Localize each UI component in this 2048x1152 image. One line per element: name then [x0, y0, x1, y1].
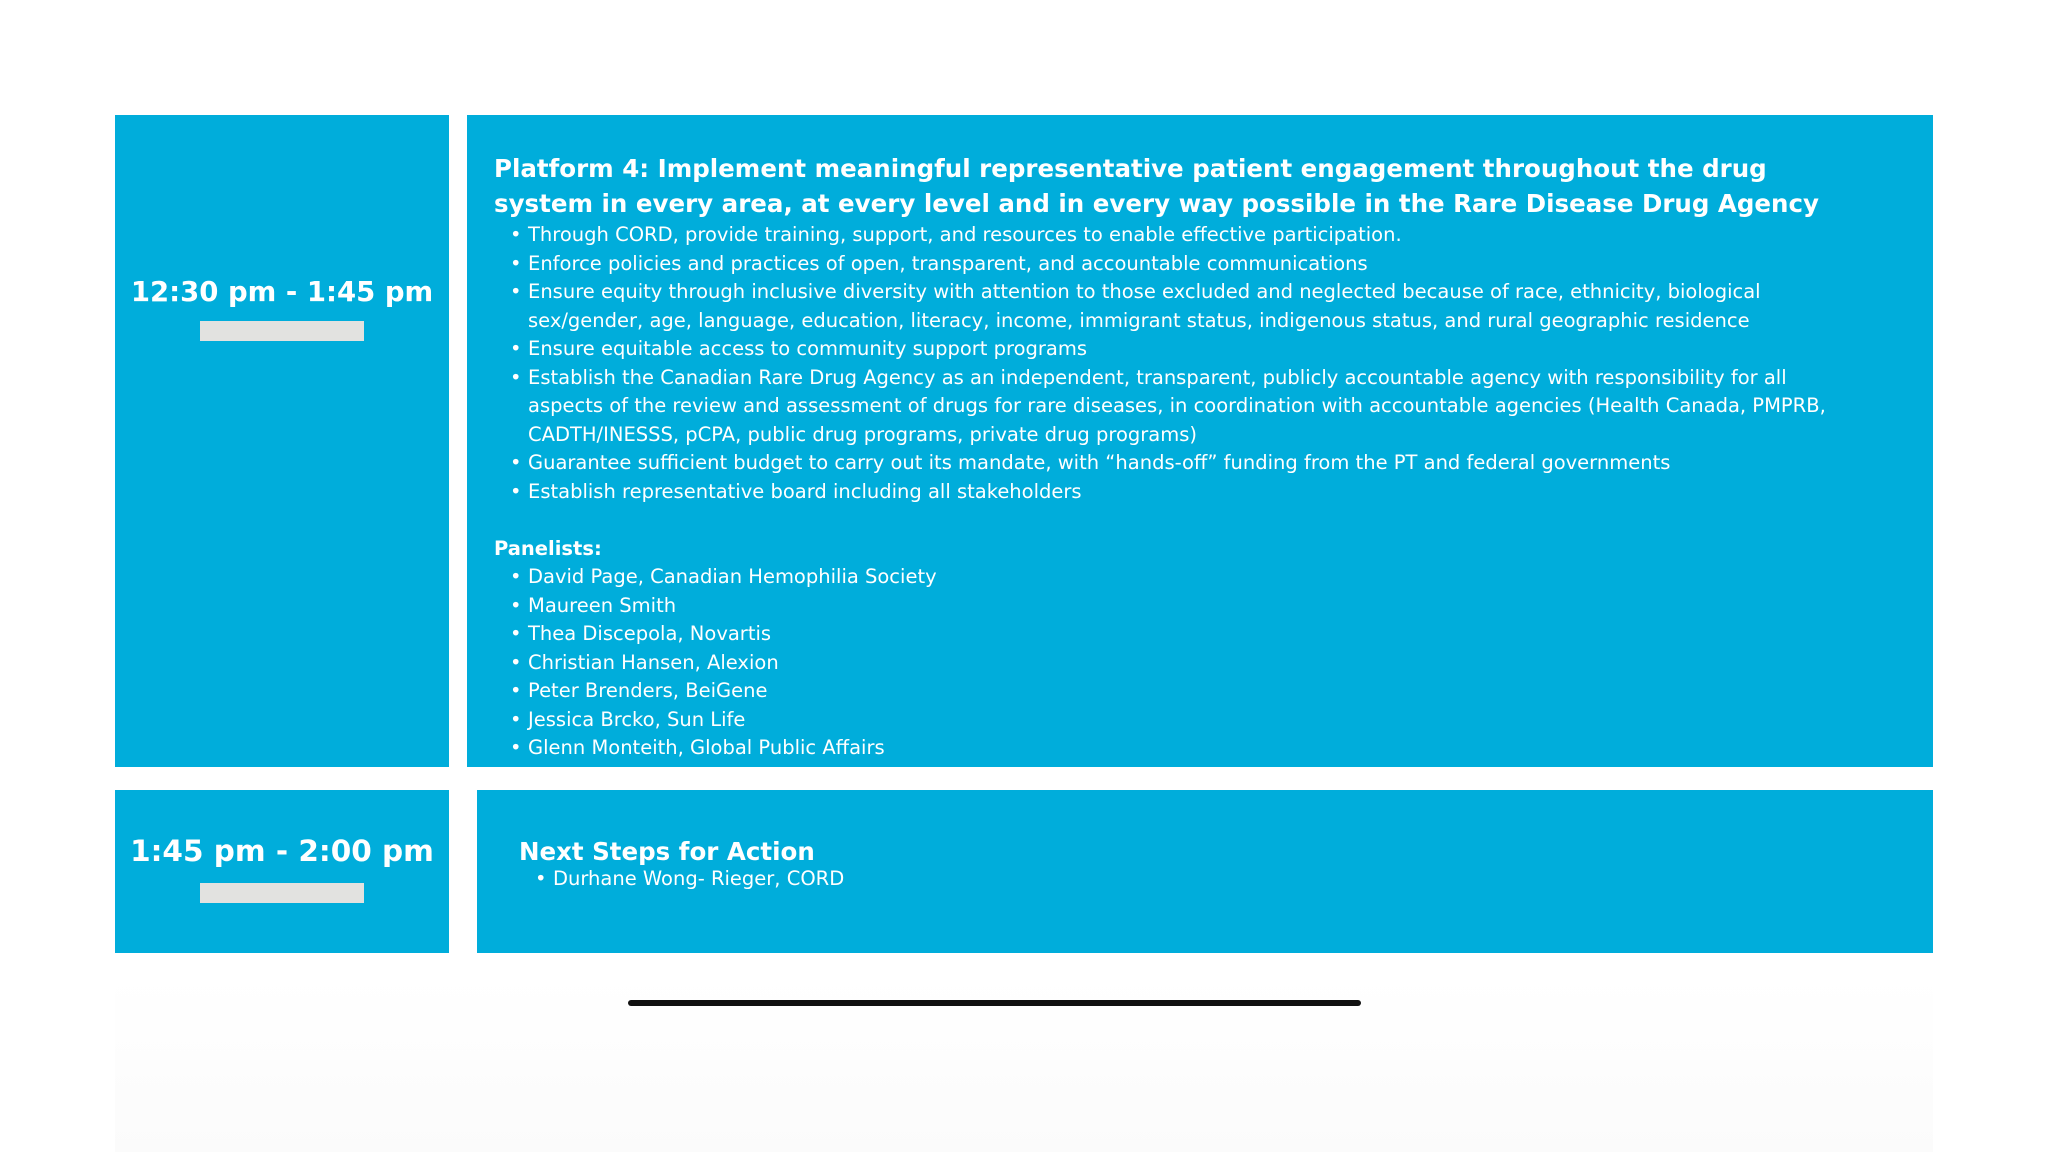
session-2-time-panel: [115, 790, 449, 953]
list-item: • Ensure equity through inclusive diversity with attention to those excluded and neglected because of race, ethnicity, biological sex/gender, age, language, education, literacy, income, immigrant status, indigenous status, and rural geographic residence: [494, 278, 1853, 335]
panelist-item: • Christian Hansen, Alexion: [494, 649, 1853, 678]
list-item: • Ensure equitable access to community support programs: [494, 335, 1853, 364]
home-indicator-bar[interactable]: [628, 1000, 1361, 1006]
session-2-title: Next Steps for Action: [519, 837, 815, 866]
session-1-time-panel: [115, 115, 449, 767]
panelists-heading: Panelists:: [494, 536, 602, 560]
panelist-item: • David Page, Canadian Hemophilia Society: [494, 563, 1853, 592]
list-item: • Establish representative board including all stakeholders: [494, 478, 1853, 507]
list-item: • Through CORD, provide training, support, and resources to enable effective participation.: [494, 221, 1853, 250]
session-1-details-panel: [467, 115, 1933, 767]
list-item: • Establish the Canadian Rare Drug Agency as an independent, transparent, publicly accountable agency with responsibility for all aspects of the review and assessment of drugs for rare diseases, in coordination with accountable agencies (Health Canada, PMPRB, CADTH/INESSS, pCPA, public drug programs, private drug programs): [494, 364, 1853, 450]
list-item: • Guarantee sufficient budget to carry out its mandate, with “hands-off” funding from the PT and federal governments: [494, 449, 1853, 478]
session-2-details-panel: [477, 790, 1933, 953]
panelist-item: • Jessica Brcko, Sun Life: [494, 706, 1853, 735]
panelists-list: [494, 563, 1853, 763]
list-item: • Enforce policies and practices of open, transparent, and accountable communications: [494, 250, 1853, 279]
session-2-bullet-list: [519, 865, 1873, 894]
session-1-bullet-list: [494, 221, 1853, 506]
panelist-item: • Thea Discepola, Novartis: [494, 620, 1853, 649]
panelist-item: • Peter Brenders, BeiGene: [494, 677, 1853, 706]
session-2-time: 1:45 pm - 2:00 pm: [130, 834, 434, 868]
session-2-time-bar: [200, 883, 364, 903]
panelist-item: • Maureen Smith: [494, 592, 1853, 621]
session-1-time: 12:30 pm - 1:45 pm: [130, 276, 434, 308]
panelist-item: • Glenn Monteith, Global Public Affairs: [494, 734, 1853, 763]
session-1-time-bar: [200, 321, 364, 341]
list-item: • Durhane Wong- Rieger, CORD: [519, 865, 1873, 894]
session-1-title: Platform 4: Implement meaningful representative patient engagement throughout the drug system in every area, at every level and in every way possible in the Rare Disease Drug Agency: [494, 154, 1819, 218]
